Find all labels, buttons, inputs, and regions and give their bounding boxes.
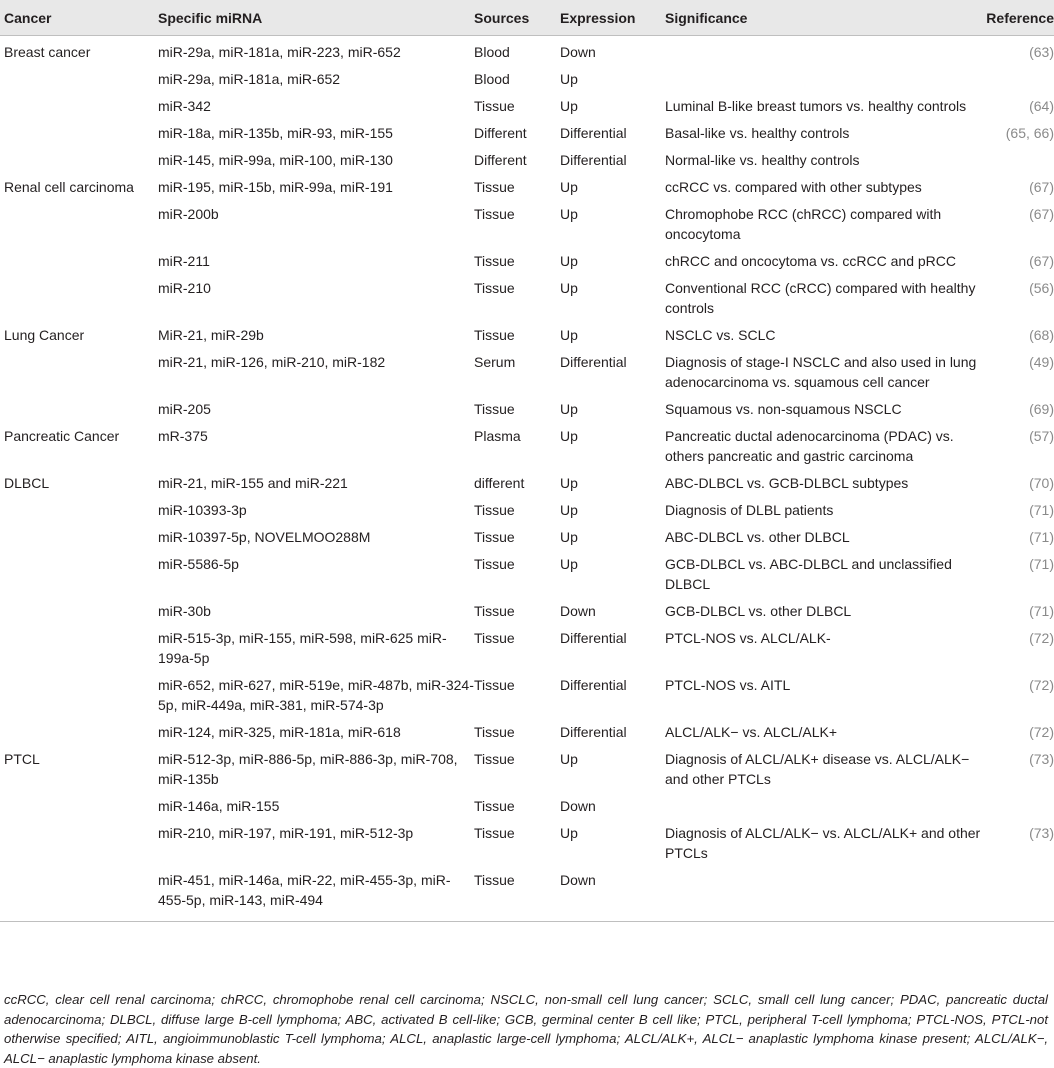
cell-expression: Differential [560,152,627,168]
cell-significance: GCB-DLBCL vs. other DLBCL [665,603,852,619]
cell-significance: ABC-DLBCL vs. GCB-DLBCL subtypes [665,475,909,491]
cell-cancer: Pancreatic Cancer [4,428,120,444]
cell-significance [665,63,981,90]
cell-reference: (68) [1029,327,1054,343]
cell-cancer [0,595,158,622]
cell-expression: Up [560,751,578,767]
cell-expression: Differential [560,630,627,646]
cell-cancer: Renal cell carcinoma [4,179,134,195]
cell-mirna: miR-10397-5p, NOVELMOO288M [158,529,371,545]
header-significance: Significance [665,0,981,36]
cell-reference: (71) [1029,529,1054,545]
cell-reference: (71) [1029,603,1054,619]
cell-expression: Differential [560,354,627,370]
cell-source: Tissue [474,677,515,693]
header-expression: Expression [560,0,665,36]
cell-source: Tissue [474,864,560,922]
cell-cancer [0,144,158,171]
cell-source: Tissue [474,401,515,417]
cell-mirna: mR-375 [158,428,208,444]
cell-mirna: miR-29a, miR-181a, miR-223, miR-652 [158,44,401,60]
cell-reference: (69) [1029,401,1054,417]
cell-cancer [0,790,158,817]
cell-mirna: miR-10393-3p [158,502,247,518]
table-row [0,144,1054,171]
cell-mirna: miR-146a, miR-155 [158,798,280,814]
cell-expression: Down [560,603,596,619]
cell-expression: Up [560,475,578,491]
cell-mirna: miR-451, miR-146a, miR-22, miR-455-3p, miR-455-5p, miR-143, miR-494 [158,864,474,922]
table-row [0,743,1054,790]
cell-cancer [0,817,158,864]
cell-significance: Diagnosis of stage-I NSCLC and also used in lung adenocarcinoma vs. squamous cell cancer [665,354,977,390]
table-row [0,494,1054,521]
cell-significance: NSCLC vs. SCLC [665,327,776,343]
header-reference: Reference [981,0,1054,36]
cell-significance [665,864,981,922]
table-row [0,817,1054,864]
table-row [0,346,1054,393]
cell-source: Tissue [474,253,515,269]
cell-reference: (57) [1029,428,1054,444]
cell-mirna: miR-211 [158,253,210,269]
cell-expression: Differential [560,724,627,740]
cell-significance: PTCL-NOS vs. ALCL/ALK- [665,630,831,646]
cell-cancer [0,669,158,716]
cell-source: Tissue [474,724,515,740]
cell-expression: Up [560,71,578,87]
table-row [0,171,1054,198]
cell-reference: (65, 66) [1005,125,1054,141]
cell-mirna: miR-18a, miR-135b, miR-93, miR-155 [158,125,393,141]
table-header [0,0,1054,36]
cell-reference: (67) [1029,179,1054,195]
cell-reference [981,144,1054,171]
cell-expression: Up [560,502,578,518]
cell-source: Different [474,152,527,168]
cell-mirna: miR-515-3p, miR-155, miR-598, miR-625 miR-199a-5p [158,630,447,666]
cell-mirna: miR-195, miR-15b, miR-99a, miR-191 [158,179,393,195]
table-row [0,595,1054,622]
cell-expression: Down [560,44,596,60]
table-row [0,272,1054,319]
cell-cancer: Lung Cancer [4,327,85,343]
cell-reference: (71) [1029,556,1054,572]
cell-mirna: miR-145, miR-99a, miR-100, miR-130 [158,152,393,168]
cell-source: Different [474,125,527,141]
table-row [0,548,1054,595]
cell-source: Plasma [474,428,521,444]
cell-significance: ccRCC vs. compared with other subtypes [665,179,922,195]
cell-reference: (63) [1029,44,1054,60]
table-row [0,63,1054,90]
cell-reference: (73) [1029,751,1054,767]
cell-cancer: DLBCL [4,475,50,491]
cell-expression: Up [560,280,578,296]
table-row [0,622,1054,669]
cell-cancer [0,716,158,743]
cell-cancer [0,272,158,319]
cell-source: Tissue [474,206,515,222]
cell-reference: (49) [1029,354,1054,370]
cell-significance: Pancreatic ductal adenocarcinoma (PDAC) vs. others pancreatic and gastric carcinoma [665,428,954,464]
table-row [0,864,1054,922]
table-row [0,117,1054,144]
cell-mirna: miR-652, miR-627, miR-519e, miR-487b, miR-324-5p, miR-449a, miR-381, miR-574-3p [158,677,474,713]
cell-expression: Up [560,556,578,572]
cell-significance: Conventional RCC (cRCC) compared with healthy controls [665,280,976,316]
cell-significance: Diagnosis of ALCL/ALK− vs. ALCL/ALK+ and other PTCLs [665,825,981,861]
cell-reference [981,790,1054,817]
cell-mirna: miR-124, miR-325, miR-181a, miR-618 [158,724,401,740]
cell-significance: Diagnosis of ALCL/ALK+ disease vs. ALCL/ALK− and other PTCLs [665,751,970,787]
table-row [0,521,1054,548]
cell-mirna: miR-205 [158,401,211,417]
header-sources: Sources [474,0,560,36]
cell-mirna: miR-210, miR-197, miR-191, miR-512-3p [158,825,414,841]
cell-cancer: PTCL [4,751,40,767]
table-row [0,790,1054,817]
cell-cancer [0,622,158,669]
cell-source: Tissue [474,798,515,814]
cell-source: Tissue [474,502,515,518]
cell-expression: Up [560,401,578,417]
cell-source: Tissue [474,179,515,195]
cell-mirna: miR-30b [158,603,211,619]
cell-expression: Up [560,327,578,343]
cell-mirna: miR-200b [158,206,219,222]
cell-reference: (72) [1029,630,1054,646]
cell-mirna: miR-5586-5p [158,556,239,572]
cell-cancer [0,198,158,245]
cell-cancer [0,117,158,144]
cell-expression: Down [560,798,596,814]
header-specific-mirna: Specific miRNA [158,0,474,36]
cell-significance: ALCL/ALK− vs. ALCL/ALK+ [665,724,837,740]
cell-expression: Up [560,206,578,222]
cell-reference: (67) [1029,253,1054,269]
cell-mirna: miR-21, miR-155 and miR-221 [158,475,348,491]
cell-reference: (72) [1029,677,1054,693]
cell-significance: ABC-DLBCL vs. other DLBCL [665,529,850,545]
cell-significance: Squamous vs. non-squamous NSCLC [665,401,902,417]
cell-expression: Up [560,253,578,269]
cell-source: Tissue [474,751,515,767]
cell-cancer [0,393,158,420]
cell-reference: (67) [1029,206,1054,222]
cell-source: Tissue [474,556,515,572]
cell-cancer: Breast cancer [4,44,91,60]
table-row [0,245,1054,272]
cell-expression: Up [560,428,578,444]
cell-source: Tissue [474,280,515,296]
cell-mirna: miR-210 [158,280,211,296]
table-row [0,669,1054,716]
cell-source: Blood [474,71,510,87]
cell-cancer [0,90,158,117]
cell-expression: Up [560,179,578,195]
cell-significance: Normal-like vs. healthy controls [665,152,860,168]
cell-significance: Diagnosis of DLBL patients [665,502,834,518]
cell-expression: Differential [560,125,627,141]
cell-source: Blood [474,44,510,60]
cell-significance: Chromophobe RCC (chRCC) compared with oncocytoma [665,206,942,242]
table-body [0,36,1054,922]
header-cancer: Cancer [0,0,158,36]
cell-significance [665,36,981,64]
cell-significance [665,790,981,817]
cell-source: Tissue [474,529,515,545]
cell-expression: Down [560,864,665,922]
cell-mirna: miR-29a, miR-181a, miR-652 [158,71,341,87]
cell-cancer [0,548,158,595]
cell-reference [981,63,1054,90]
cell-cancer [0,864,158,922]
cell-cancer [0,346,158,393]
cell-source: Tissue [474,825,515,841]
cell-cancer [0,245,158,272]
cell-reference: (64) [1029,98,1054,114]
cell-source: Tissue [474,603,515,619]
cell-expression: Up [560,529,578,545]
cell-cancer [0,494,158,521]
table-row [0,90,1054,117]
cell-mirna: miR-512-3p, miR-886-5p, miR-886-3p, miR-708, miR-135b [158,751,458,787]
cell-reference: (56) [1029,280,1054,296]
table-row [0,319,1054,346]
cell-cancer [0,521,158,548]
table-row [0,420,1054,467]
cell-source: different [474,475,525,491]
cell-mirna: MiR-21, miR-29b [158,327,264,343]
cell-reference: (72) [1029,724,1054,740]
cell-significance: Luminal B-like breast tumors vs. healthy controls [665,98,967,114]
cell-significance: GCB-DLBCL vs. ABC-DLBCL and unclassified DLBCL [665,556,952,592]
table-row [0,467,1054,494]
cell-expression: Up [560,98,578,114]
cell-significance: Basal-like vs. healthy controls [665,125,850,141]
cell-source: Tissue [474,630,515,646]
cell-source: Serum [474,354,516,370]
table-footnote: ccRCC, clear cell renal carcinoma; chRCC, chromophobe renal cell carcinoma; NSCLC, non-small cell lung cancer; SCLC, small cell lung cancer; PDAC, pancreatic ductal adenocarcinoma; DLBCL, diffuse large B-cell lymphoma; ABC, activated B cell-like; GCB, germinal center B cell like; PTCL, peripheral T-cell lymphoma; PTCL-NOS, PTCL-not otherwise specified; AITL, angioimmunoblastic T-cell lymphoma; ALCL, anaplastic large-cell lymphoma; ALCL/ALK+, ALCL− anaplastic lymphoma kinase present; ALCL/ALK−, ALCL− anaplastic lymphoma kinase absent. [4,992,1048,1066]
table-row [0,198,1054,245]
cell-reference: (73) [1029,825,1054,841]
table-row [0,716,1054,743]
header-row [0,0,1054,36]
cell-expression: Differential [560,677,627,693]
table-row [0,36,1054,64]
table-row [0,393,1054,420]
cell-reference: (70) [1029,475,1054,491]
cell-source: Tissue [474,98,515,114]
cell-reference [981,864,1054,922]
cell-significance: PTCL-NOS vs. AITL [665,677,791,693]
cell-mirna: miR-21, miR-126, miR-210, miR-182 [158,354,386,370]
cell-reference: (71) [1029,502,1054,518]
cell-mirna: miR-342 [158,98,211,114]
cell-cancer [0,63,158,90]
cell-expression: Up [560,825,578,841]
cell-source: Tissue [474,327,515,343]
cell-significance: chRCC and oncocytoma vs. ccRCC and pRCC [665,253,956,269]
